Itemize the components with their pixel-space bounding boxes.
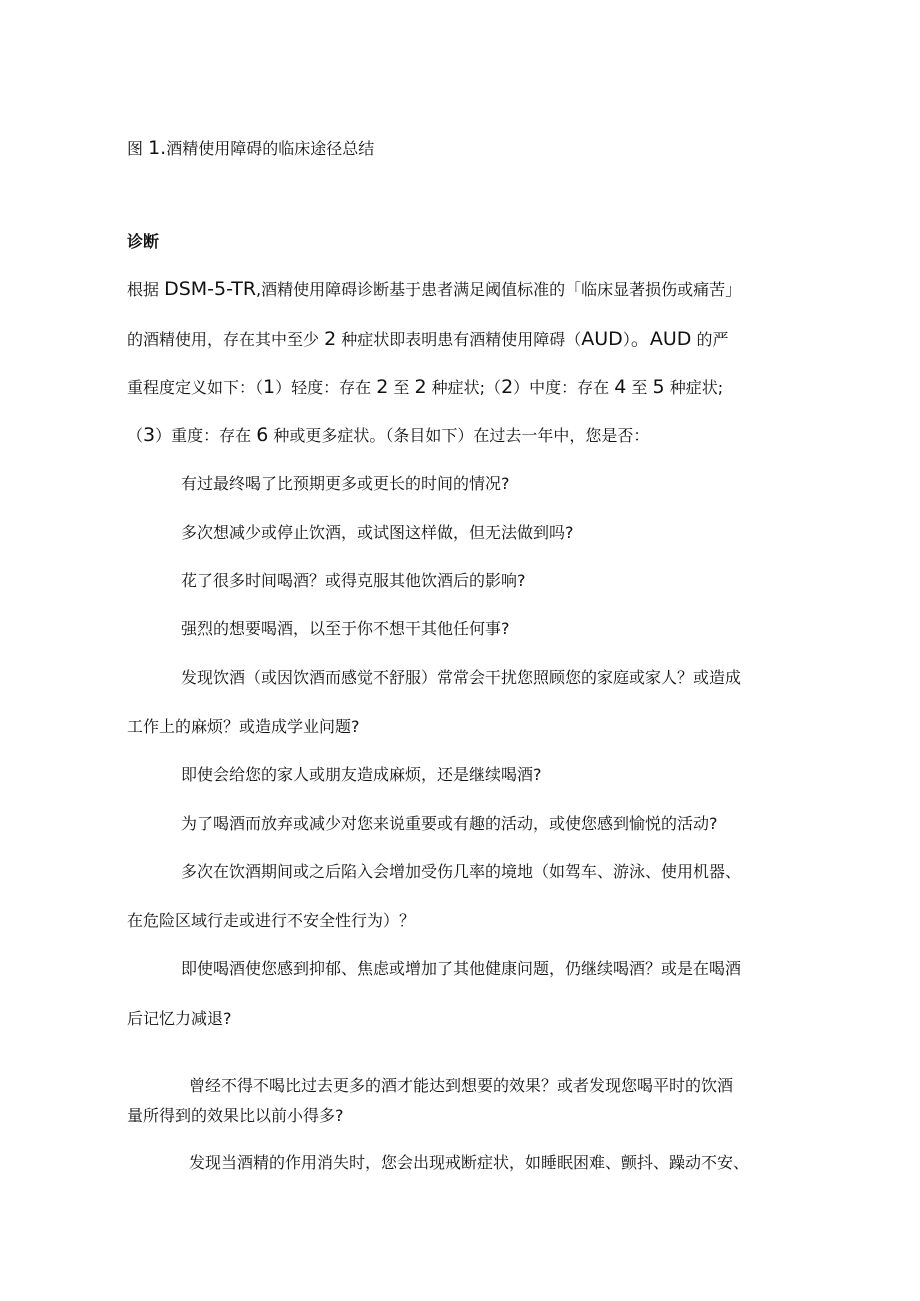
criterion-line: 即使喝酒使您感到抑郁、焦虑或增加了其他健康问题，仍继续喝酒？或是在喝酒 xyxy=(181,959,742,978)
intro-text: ）重度：存在 xyxy=(155,426,257,445)
intro-text: 种或更多症状。（条目如下）在过去一年中，您是否： xyxy=(268,426,650,445)
intro-text: 根据 xyxy=(127,280,165,299)
criterion-line: 量所得到的效果比以前小得多? xyxy=(127,1106,344,1125)
criterion-line: 工作上的麻烦？或造成学业问题? xyxy=(127,717,360,736)
intro-text: 重程度定义如下：（ xyxy=(127,378,264,397)
intro-text: ） xyxy=(622,330,631,349)
intro-text: 至 xyxy=(388,378,415,397)
criterion-line: 多次在饮酒期间或之后陷入会增加受伤几率的境地（如驾车、游泳、使用机器、 xyxy=(181,862,742,881)
criterion-line: 发现饮酒（或因饮酒而感觉不舒服）常常会干扰您照顾您的家庭或家人？或造成 xyxy=(181,668,742,687)
intro-line-1 xyxy=(127,278,741,301)
intro-text: ,酒精使用障碍诊断基于患者满足阈值标准的「临床显著损伤或痛苦」 xyxy=(256,280,742,299)
criterion-line: 有过最终喝了比预期更多或更长的时间的情况? xyxy=(181,474,510,493)
section-heading: 诊断 xyxy=(127,232,160,251)
intro-number: 2 xyxy=(501,376,514,398)
criterion-line: 强烈的想要喝酒，以至于你不想干其他任何事? xyxy=(181,619,510,638)
intro-number: 4 xyxy=(614,376,627,398)
intro-number: 2 xyxy=(324,328,337,350)
intro-number: 2 xyxy=(376,376,389,398)
criterion-line: 即使会给您的家人或朋友造成麻烦，还是继续喝酒? xyxy=(181,765,542,784)
intro-text: 至 xyxy=(626,378,653,397)
intro-number: 3 xyxy=(143,424,156,446)
criterion-line: 后记忆力减退? xyxy=(127,1009,232,1028)
intro-number: 1 xyxy=(263,376,276,398)
criterion-line: 在危险区域行走或进行不安全性行为）？ xyxy=(127,911,416,930)
criterion-line: 花了很多时间喝酒？或得克服其他饮酒后的影响? xyxy=(181,571,526,590)
intro-line-4 xyxy=(127,424,649,447)
intro-text: 的酒精使用，存在其中至少 xyxy=(127,330,325,349)
figure-caption-number: 1. xyxy=(148,137,167,159)
figure-caption-title: 酒精使用障碍的临床途径总结 xyxy=(166,139,375,158)
intro-number: 6 xyxy=(256,424,269,446)
intro-text: 的严 xyxy=(691,330,729,349)
intro-line-3 xyxy=(127,376,723,399)
aud-label: AUD xyxy=(581,328,623,350)
intro-text: ）轻度：存在 xyxy=(275,378,377,397)
criterion-line: 发现当酒精的作用消失时，您会出现戒断症状，如睡眠困难、颤抖、躁动不安、 xyxy=(189,1153,750,1172)
figure-caption xyxy=(127,137,374,160)
intro-text: 种症状;（ xyxy=(426,378,502,397)
criterion-line: 为了喝酒而放弃或减少对您来说重要或有趣的活动，或使您感到愉悦的活动? xyxy=(181,814,718,833)
figure-caption-prefix: 图 xyxy=(127,139,149,158)
criterion-line: 多次想减少或停止饮酒，或试图这样做，但无法做到吗? xyxy=(181,523,574,542)
criterion-line: 曾经不得不喝比过去更多的酒才能达到想要的效果？或者发现您喝平时的饮酒 xyxy=(189,1076,734,1095)
intro-number: 2 xyxy=(414,376,427,398)
intro-number: 5 xyxy=(652,376,665,398)
intro-text: 种症状; xyxy=(664,378,724,397)
dsm-label: DSM-5-TR xyxy=(164,278,257,300)
aud-label: 。AUD xyxy=(630,328,692,350)
intro-text: （ xyxy=(127,426,144,445)
intro-text: 种症状即表明患有酒精使用障碍（ xyxy=(336,330,582,349)
intro-text: ）中度：存在 xyxy=(513,378,615,397)
intro-line-2 xyxy=(127,328,728,351)
